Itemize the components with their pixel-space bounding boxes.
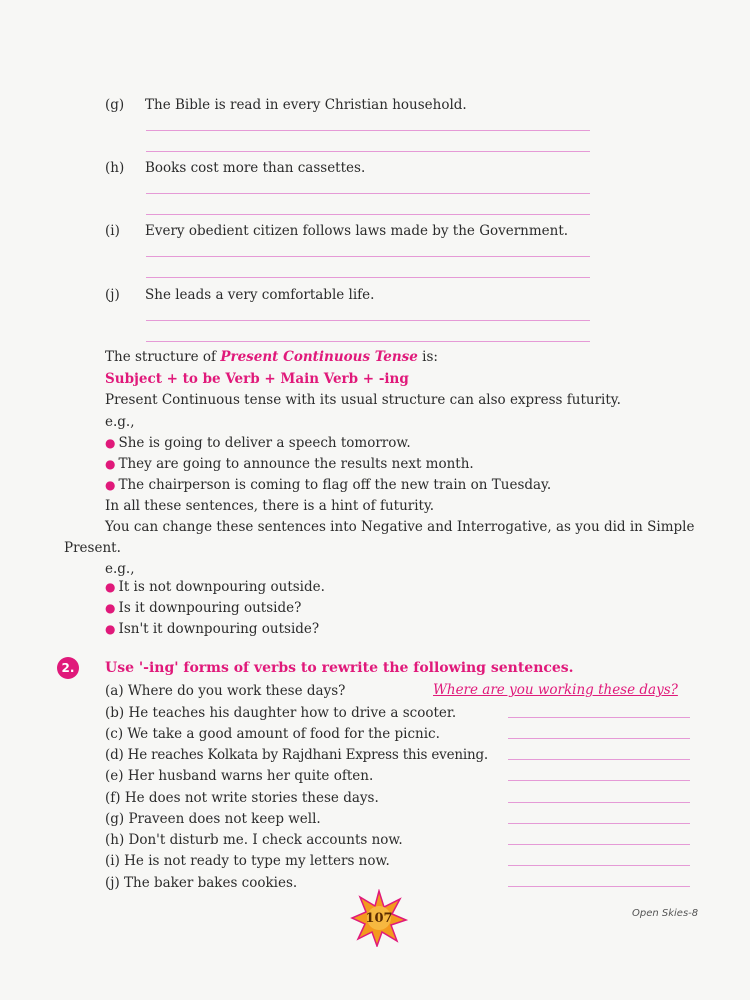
answer-line <box>146 130 590 131</box>
answer-line <box>508 717 690 718</box>
exercise2-item-i: (i) He is not ready to type my letters now. <box>105 853 390 869</box>
exercise2-item-e: (e) Her husband warns her quite often. <box>105 768 374 784</box>
bullet-icon: ● <box>105 478 116 492</box>
answer-line <box>508 759 690 760</box>
example-text: She is going to deliver a speech tomorrow. <box>118 435 411 451</box>
example-text: Isn't it downpouring outside? <box>118 621 320 637</box>
example-text: The chairperson is coming to flag off the new train on Tuesday. <box>118 477 552 493</box>
example-text: Is it downpouring outside? <box>118 600 302 616</box>
structure-suffix: is: <box>417 349 438 365</box>
exercise2-item-h: (h) Don't disturb me. I check accounts now. <box>105 832 403 848</box>
exercise2-item-g: (g) Praveen does not keep well. <box>105 811 321 827</box>
answer-line <box>508 823 690 824</box>
exercise-item-i <box>105 223 568 239</box>
exercise2-item-d: (d) He reaches Kolkata by Rajdhani Express this evening. <box>105 747 488 763</box>
example-sentence <box>105 600 301 616</box>
structure-heading <box>105 349 438 365</box>
exercise2-item-f: (f) He does not write stories these days. <box>105 790 379 806</box>
answer-line <box>146 151 590 152</box>
exercise-item-g <box>105 97 467 113</box>
futurity-note: Present Continuous tense with its usual structure can also express futurity. <box>105 392 621 408</box>
item-text: The Bible is read in every Christian household. <box>145 97 467 113</box>
change-note-cont: Present. <box>64 540 121 556</box>
item-label: (j) <box>105 287 120 303</box>
change-note: You can change these sentences into Negative and Interrogative, as you did in Simple <box>105 519 695 535</box>
answer-line <box>508 865 690 866</box>
answer-line <box>146 256 590 257</box>
answer-line <box>508 738 690 739</box>
answer-line <box>508 886 690 887</box>
item-label: (h) <box>105 160 125 176</box>
example-sentence <box>105 579 325 595</box>
bullet-icon: ● <box>105 622 116 636</box>
item-label: (g) <box>105 97 125 113</box>
exercise-item-h <box>105 160 365 176</box>
exercise2-item-b: (b) He teaches his daughter how to drive a scooter. <box>105 705 457 721</box>
exercise2-item-j: (j) The baker bakes cookies. <box>105 875 298 891</box>
eg-label: e.g., <box>105 561 135 577</box>
structure-formula: Subject + to be Verb + Main Verb + -ing <box>105 371 409 387</box>
example-answer: Where are you working these days? <box>433 682 678 698</box>
eg-label: e.g., <box>105 414 135 430</box>
exercise-item-j <box>105 287 374 303</box>
tense-name: Present Continuous Tense <box>220 349 418 365</box>
book-title: Open Skies-8 <box>632 908 699 919</box>
item-text: Every obedient citizen follows laws made by the Government. <box>145 223 569 239</box>
answer-line <box>146 320 590 321</box>
example-sentence <box>105 435 411 451</box>
example-sentence <box>105 456 474 472</box>
exercise-instruction: Use '-ing' forms of verbs to rewrite the following sentences. <box>105 660 574 676</box>
bullet-icon: ● <box>105 601 116 615</box>
structure-prefix: The structure of <box>105 349 221 365</box>
answer-line <box>508 780 690 781</box>
example-sentence <box>105 621 319 637</box>
answer-line <box>146 277 590 278</box>
hint-note: In all these sentences, there is a hint of futurity. <box>105 498 435 514</box>
bullet-icon: ● <box>105 436 116 450</box>
answer-line <box>508 802 690 803</box>
item-text: Books cost more than cassettes. <box>145 160 366 176</box>
answer-line <box>508 844 690 845</box>
example-sentence <box>105 477 551 493</box>
page-number-star <box>350 889 408 947</box>
example-text: They are going to announce the results next month. <box>118 456 474 472</box>
bullet-icon: ● <box>105 580 116 594</box>
example-text: It is not downpouring outside. <box>118 579 325 595</box>
exercise-number-badge: 2. <box>57 657 79 679</box>
bullet-icon: ● <box>105 457 116 471</box>
item-text: She leads a very comfortable life. <box>145 287 375 303</box>
item-label: (i) <box>105 223 120 239</box>
exercise2-item-a: (a) Where do you work these days? <box>105 683 346 699</box>
page-number: 107 <box>365 910 393 926</box>
answer-line <box>146 214 590 215</box>
answer-line <box>146 341 590 342</box>
exercise2-item-c: (c) We take a good amount of food for the picnic. <box>105 726 440 742</box>
answer-line <box>146 193 590 194</box>
